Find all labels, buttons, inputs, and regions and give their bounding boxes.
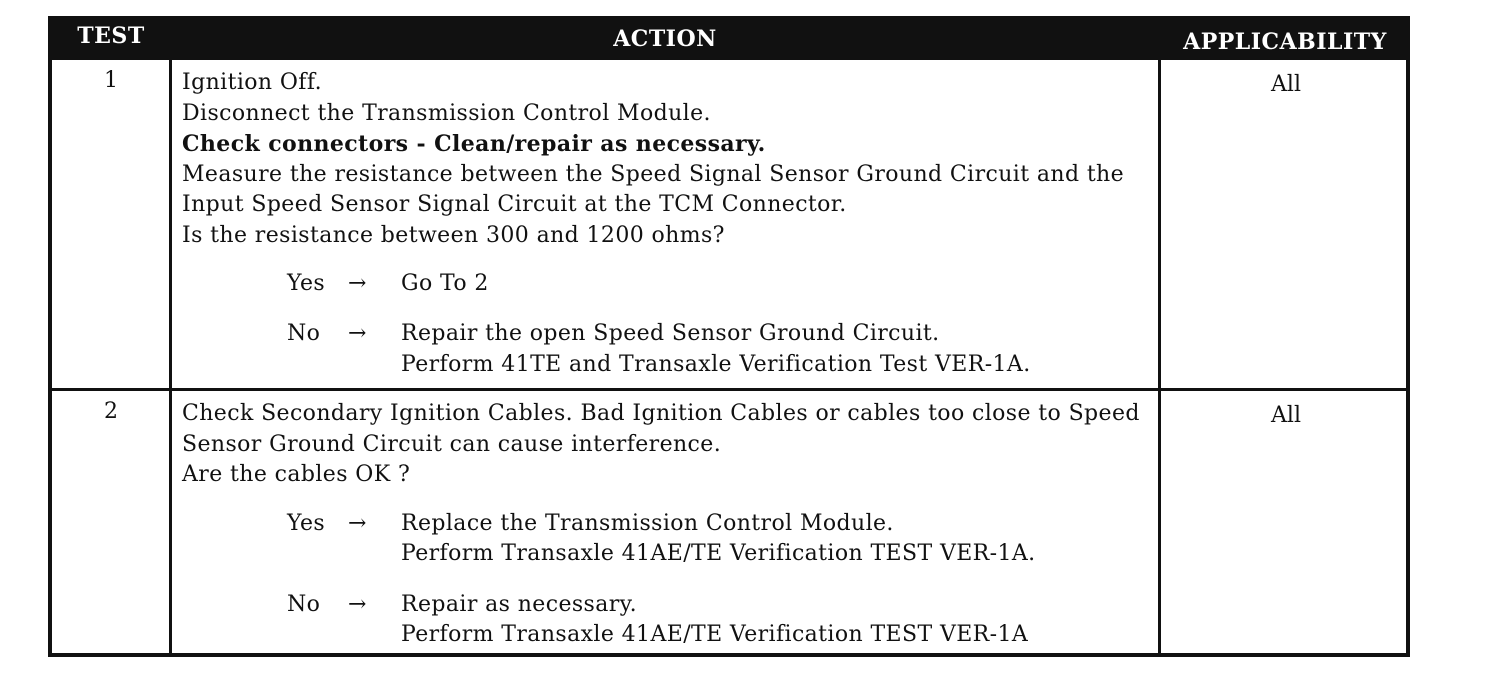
applicability-value: All xyxy=(1271,72,1301,97)
action-line: Check Secondary Ignition Cables. Bad Ignition Cables or cables too close to Speed xyxy=(182,401,1140,426)
table-row xyxy=(52,388,1406,660)
no-result-line: Perform 41TE and Transaxle Verification Test VER-1A. xyxy=(401,351,1031,377)
yes-branch xyxy=(182,269,1150,299)
no-result-line: Repair the open Speed Sensor Ground Circuit. xyxy=(401,321,940,346)
header-test: TEST xyxy=(77,23,145,49)
test-number: 2 xyxy=(104,399,118,424)
action-cell xyxy=(172,391,1158,660)
header-action: ACTION xyxy=(613,26,717,52)
no-label: No xyxy=(287,591,321,617)
test-number: 1 xyxy=(104,68,118,93)
right-arrow-icon: → xyxy=(348,321,367,346)
no-branch xyxy=(182,319,1150,380)
table-header xyxy=(52,20,1406,60)
action-line: Measure the resistance between the Speed Signal Sensor Ground Circuit and the xyxy=(182,161,1125,187)
action-cell xyxy=(172,60,1158,388)
action-line: Ignition Off. xyxy=(182,70,322,95)
no-result-line: Perform Transaxle 41AE/TE Verification TEST VER-1A xyxy=(401,622,1029,647)
right-arrow-icon: → xyxy=(348,591,367,617)
no-result xyxy=(401,319,1031,380)
action-line: Sensor Ground Circuit can cause interference. xyxy=(182,431,722,457)
no-result-line: Repair as necessary. xyxy=(401,591,637,617)
yes-result: Go To 2 xyxy=(401,271,489,296)
action-line: Are the cables OK ? xyxy=(182,462,411,487)
yes-branch xyxy=(182,509,1150,570)
no-branch xyxy=(182,590,1150,651)
header-applicability: APPLICABILITY xyxy=(1183,29,1387,55)
action-line: Is the resistance between 300 and 1200 ohms? xyxy=(182,222,725,248)
yes-label: Yes xyxy=(287,510,326,536)
action-line: Input Speed Sensor Signal Circuit at the TCM Connector. xyxy=(182,192,847,217)
right-arrow-icon: → xyxy=(348,510,367,536)
applicability-value: All xyxy=(1271,403,1301,428)
yes-result-line: Replace the Transmission Control Module. xyxy=(401,510,894,536)
diagnostic-test-table xyxy=(48,16,1410,657)
yes-result xyxy=(401,509,1036,570)
action-line: Disconnect the Transmission Control Module. xyxy=(182,100,711,126)
yes-result-line: Perform Transaxle 41AE/TE Verification TEST VER-1A. xyxy=(401,541,1036,566)
no-result xyxy=(401,590,1028,651)
no-label: No xyxy=(287,321,321,346)
right-arrow-icon: → xyxy=(348,271,367,296)
action-line-bold: Check connectors - Clean/repair as necessary. xyxy=(182,131,766,157)
yes-label: Yes xyxy=(287,271,326,296)
table-row xyxy=(52,60,1406,388)
